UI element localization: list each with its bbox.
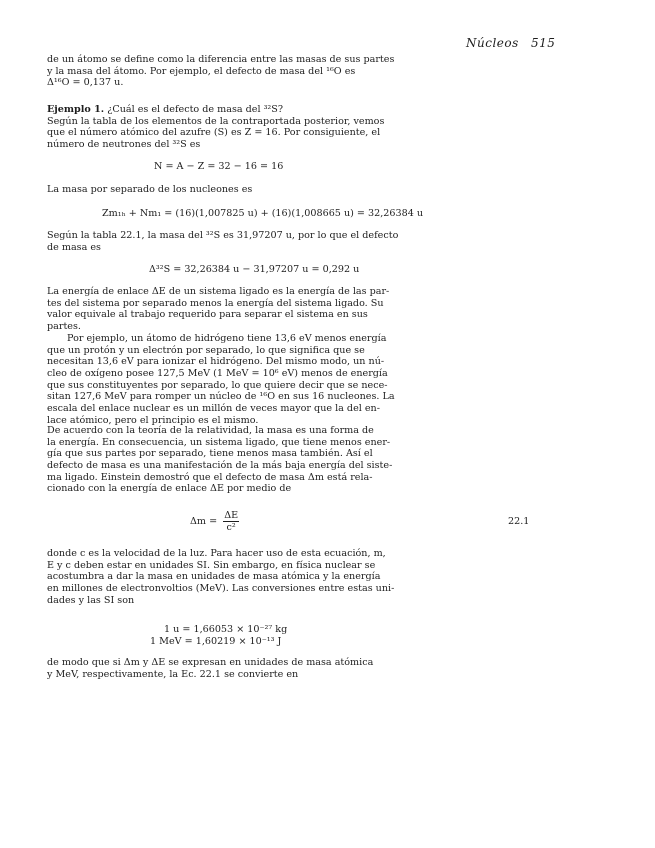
text-line: y la masa del átomo. Por ejemplo, el defecto de masa del ¹⁶O es — [47, 65, 356, 77]
text-line: dades y las SI son — [47, 594, 135, 606]
text-line: que el número atómico del azufre (S) es Z = 16. Por consiguiente, el — [47, 127, 381, 139]
equation-neutrons: N = A − Z = 32 − 16 = 16 — [154, 161, 284, 172]
page-number: 515 — [531, 36, 556, 50]
text-line: sitan 127,6 MeV para romper un núcleo de ¹⁶O en sus 16 nucleones. La — [47, 391, 395, 403]
text-line: que sus constituyentes por separado, lo que quiere decir que se nece- — [47, 379, 388, 391]
equation-nucleons: Zm₁ₕ + Nm₁ = (16)(1,007825 u) + (16)(1,008665 u) = 32,26384 u — [102, 208, 424, 219]
text-line: De acuerdo con la teoría de la relatividad, la masa es una forma de — [47, 425, 374, 436]
text-line: escala del enlace nuclear es un millón de veces mayor que la del en- — [47, 403, 380, 415]
text-line: lace atómico, pero el principio es el mismo. — [47, 414, 259, 426]
text-line: y MeV, respectivamente, la Ec. 22.1 se convierte en — [47, 668, 299, 680]
fraction-numerator: ΔE — [224, 510, 239, 521]
text-line: Por ejemplo, un átomo de hidrógeno tiene 13,6 eV menos energía — [67, 333, 387, 344]
text-line: de modo que si Δm y ΔE se expresan en unidades de masa atómica — [47, 657, 374, 668]
example-question: ¿Cuál es el defecto de masa del ³²S? — [104, 104, 283, 115]
example-heading: Ejemplo 1. — [47, 104, 105, 115]
text-line: E y c deben estar en unidades SI. Sin embargo, en física nuclear se — [47, 559, 376, 571]
text-line: número de neutrones del ³²S es — [47, 139, 201, 151]
text-line: Δ¹⁶O = 0,137 u. — [47, 77, 124, 89]
text-line: la energía. En consecuencia, un sistema ligado, que tiene menos ener- — [47, 436, 391, 448]
paragraph-units — [47, 548, 552, 606]
equation-number: 22.1 — [508, 516, 530, 527]
equation-einstein — [190, 510, 239, 533]
text-line: de un átomo se define como la diferencia entre las masas de sus partes — [47, 54, 395, 65]
paragraph-relativity — [47, 425, 552, 495]
text-line: partes. — [47, 321, 81, 333]
text-line: acostumbra a dar la masa en unidades de masa atómica y la energía — [47, 571, 381, 583]
example-heading-line — [47, 104, 552, 116]
text-line: La energía de enlace ΔE de un sistema ligado es la energía de las par- — [47, 286, 390, 297]
paragraph-final — [47, 657, 552, 680]
equation-conversion-energy: 1 MeV = 1,60219 × 10⁻¹³ J — [150, 636, 282, 647]
text-line: necesitan 13,6 eV para ionizar el hidrógeno. Del mismo modo, un nú- — [47, 356, 385, 368]
paragraph-mass-defect — [47, 54, 552, 89]
text-line: cleo de oxígeno posee 127,5 MeV (1 MeV = 10⁶ eV) menos de energía — [47, 368, 388, 380]
example-1 — [47, 104, 552, 151]
running-title: Núcleos — [466, 36, 519, 50]
text-line: tes del sistema por separado menos la energía del sistema ligado. Su — [47, 297, 384, 309]
equation-conversion-mass: 1 u = 1,66053 × 10⁻²⁷ kg — [164, 624, 288, 635]
paragraph-binding-energy — [47, 286, 552, 333]
text-line: valor equivale al trabajo requerido para separar el sistema en sus — [47, 309, 368, 321]
paragraph-hydrogen — [47, 333, 552, 427]
fraction — [223, 510, 239, 533]
text-line: que un protón y un electrón por separado, lo que significa que se — [47, 344, 365, 356]
paragraph-table — [47, 230, 552, 253]
equation-defect: Δ³²S = 32,26384 u − 31,97207 u = 0,292 u — [149, 264, 360, 275]
text-line: defecto de masa es una manifestación de la más baja energía del siste- — [47, 460, 393, 472]
equation-lhs: Δm = — [190, 516, 218, 527]
text-line: Según la tabla de los elementos de la contraportada posterior, vemos — [47, 115, 385, 127]
text-line: La masa por separado de los nucleones es — [47, 184, 253, 195]
text-line: ma ligado. Einstein demostró que el defecto de masa Δm está rela- — [47, 471, 373, 483]
text-line: donde c es la velocidad de la luz. Para hacer uso de esta ecuación, m, — [47, 548, 386, 559]
text-line: cionado con la energía de enlace ΔE por medio de — [47, 483, 292, 495]
text-line: Según la tabla 22.1, la masa del ³²S es 31,97207 u, por lo que el defecto — [47, 230, 399, 241]
text-line: de masa es — [47, 241, 101, 253]
paragraph-nucleon-mass — [47, 184, 552, 196]
fraction-denominator: c² — [226, 522, 236, 533]
text-line: en millones de electronvoltios (MeV). Las conversiones entre estas uni- — [47, 583, 395, 595]
text-line: gía que sus partes por separado, tiene menos masa también. Así el — [47, 448, 373, 460]
